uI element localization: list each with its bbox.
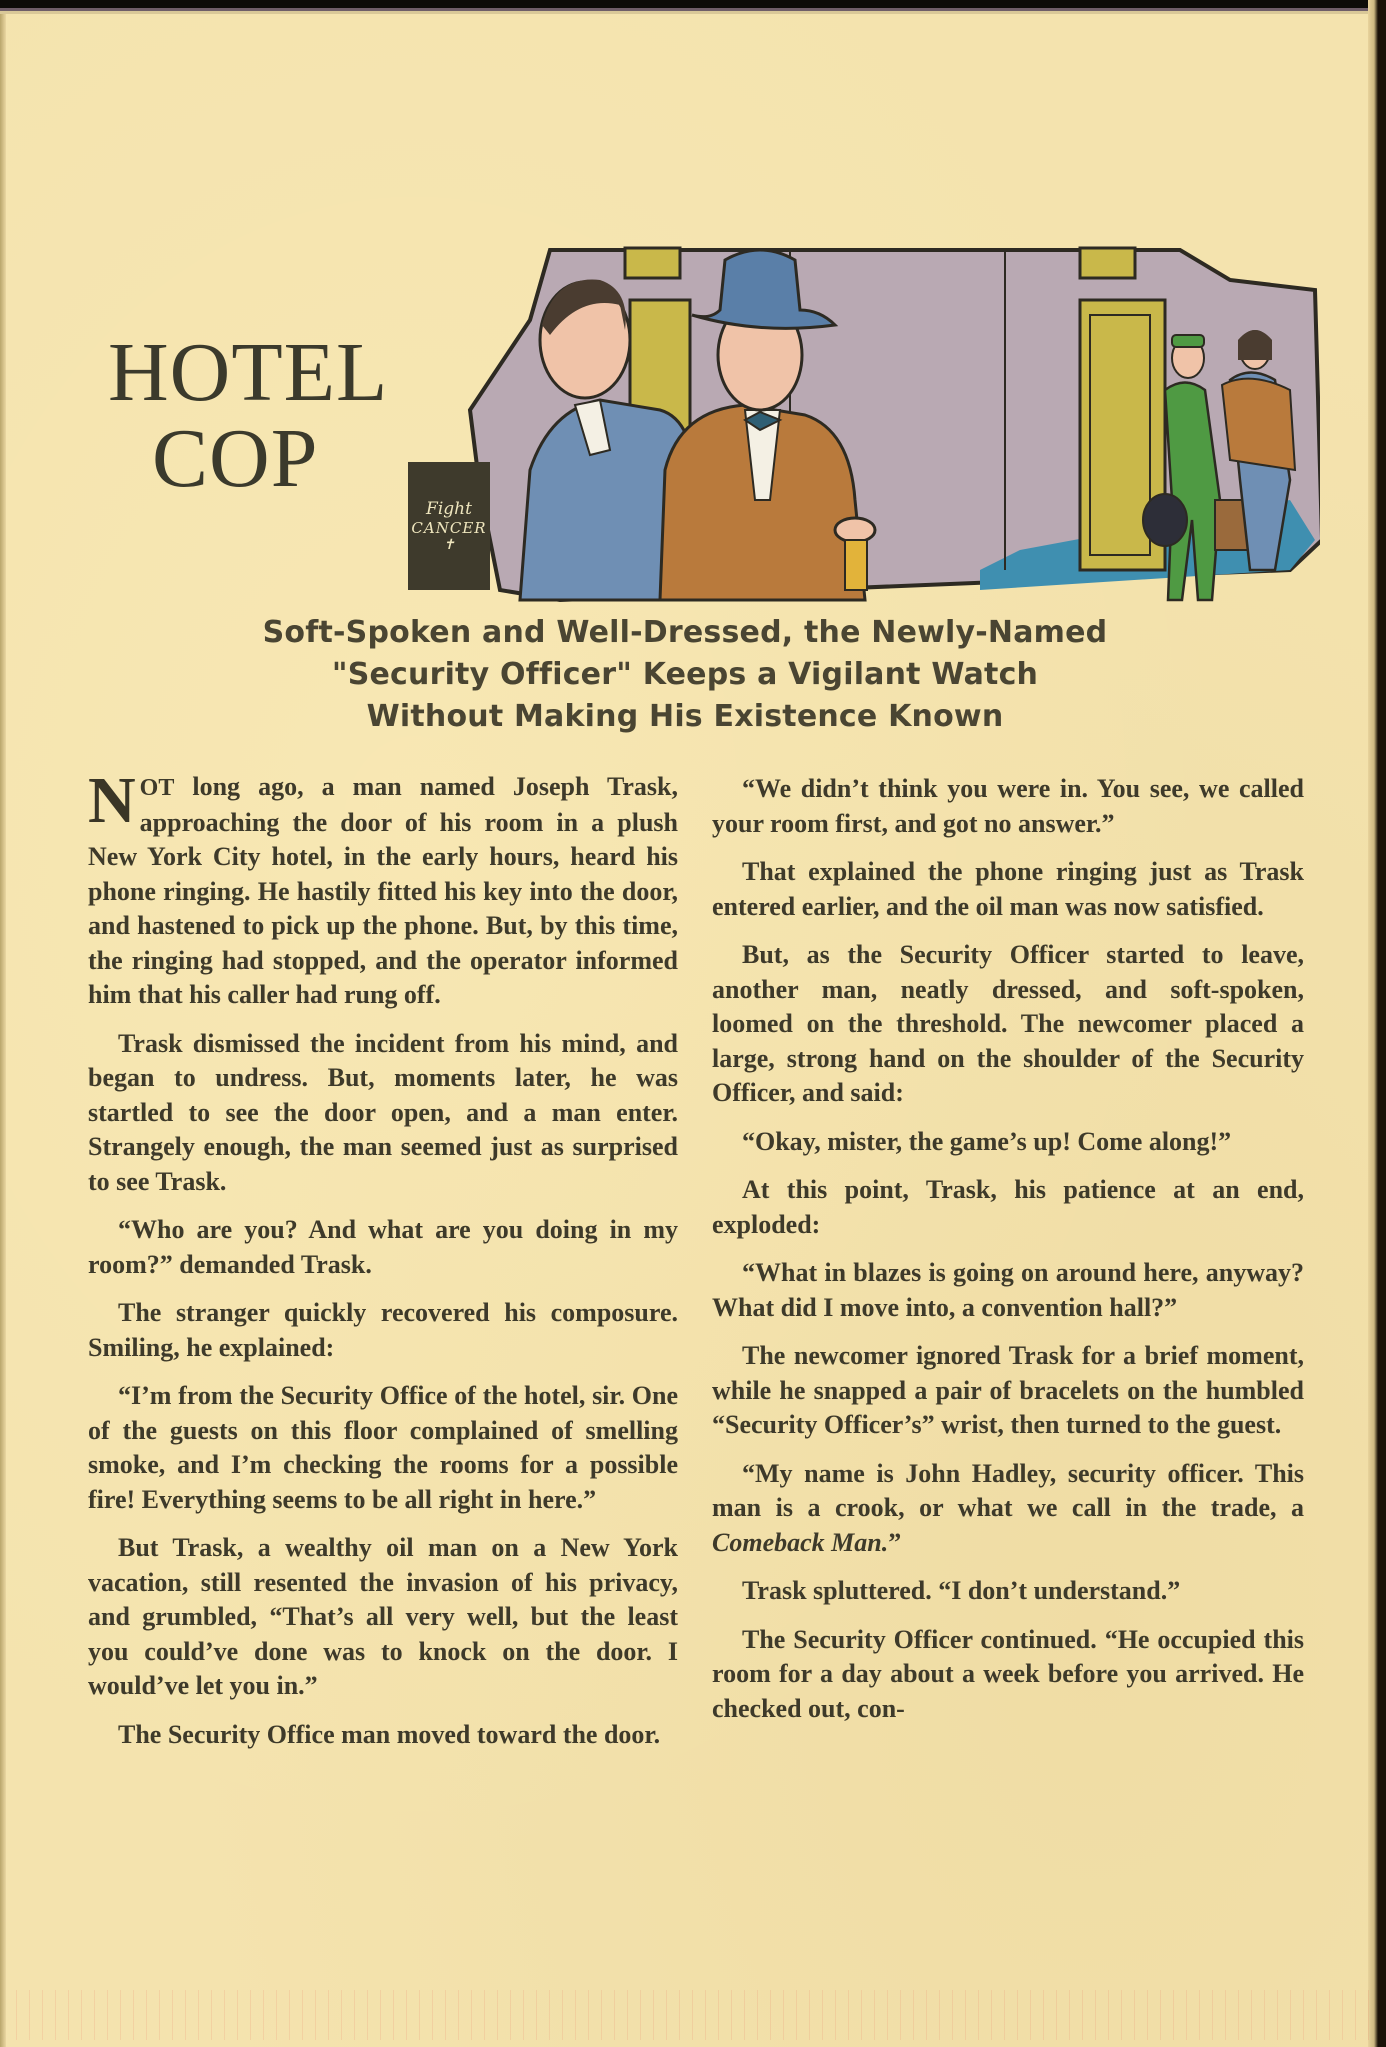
paragraph: “What in blazes is going on around here, anyway? What did I move into, a convention hall?” [712, 1258, 1304, 1322]
page-edge-right [1368, 0, 1386, 2047]
drop-cap: N [88, 764, 136, 837]
page-edge-top [0, 0, 1386, 14]
left-column [88, 764, 678, 1766]
title-line-cop: COP [152, 412, 319, 505]
comeback-man-term: Comeback Man. [712, 1527, 889, 1557]
paragraph: That explained the phone ringing just as Trask entered earlier, and the oil man was now satisfied. [712, 857, 1304, 921]
badge-fight: Fight [426, 499, 472, 519]
article-subtitle [180, 612, 1190, 738]
right-column [712, 772, 1304, 1740]
paragraph: “My name is John Hadley, security officer. This man is a crook, or what we call in the trade, a Comeback Man.” [712, 1458, 1304, 1557]
badge-cancer: CANCER [411, 519, 487, 537]
comic-illustration [460, 240, 1320, 610]
paragraph: Trask dismissed the incident from his mind, and began to undress. But, moments later, he was startled to see the door open, and a man enter. Strangely enough, the man seemed just as surprised to see Trask. [88, 1028, 678, 1196]
subtitle-line-3: Without Making His Existence Known [366, 699, 1004, 734]
paragraph: But, as the Security Officer started to leave, another man, neatly dressed, and soft-spoken, loomed on the threshold. The newcomer placed a large, strong hand on the shoulder of the Security Officer, and said: [712, 940, 1304, 1107]
paragraph: The newcomer ignored Trask for a brief moment, while he snapped a pair of bracelets on the humbled “Security Officer’s” wrist, then turned to the guest. [712, 1341, 1304, 1439]
article-title [100, 326, 460, 505]
subtitle-line-2: "Security Officer" Keeps a Vigilant Watch [331, 657, 1039, 692]
paragraph: But Trask, a wealthy oil man on a New York vacation, still resented the invasion of his privacy, and grumbled, “That’s all very well, but the least you could’ve done was to knock on the door. I would’ve let you in.” [88, 1533, 678, 1700]
title-line-hotel: HOTEL [108, 326, 389, 419]
paragraph: “Okay, mister, the game’s up! Come along!” [742, 1126, 1232, 1156]
hallway-arrest-illustration [460, 240, 1320, 610]
subtitle-line-1: Soft-Spoken and Well-Dressed, the Newly-Named [262, 615, 1108, 650]
paragraph: The stranger quickly recovered his composure. Smiling, he explained: [88, 1298, 678, 1362]
fight-cancer-badge [408, 462, 490, 590]
paragraph: Trask spluttered. “I don’t understand.” [742, 1576, 1181, 1605]
print-bleed-marks [10, 1990, 1370, 2040]
paragraph: “I’m from the Security Office of the hotel, sir. One of the guests on this floor complained of smelling smoke, and I’m checking the rooms for a possible fire! Everything seems to be all right in here.” [88, 1381, 678, 1514]
paragraph: The Security Office man moved toward the door. [118, 1719, 661, 1749]
paragraph: “We didn’t think you were in. You see, we called your room first, and got no answer.” [712, 774, 1304, 838]
cross-icon: ✝ [443, 537, 455, 553]
paragraph: At this point, Trask, his patience at an end, exploded: [712, 1175, 1304, 1239]
paragraph: NOT long ago, a man named Joseph Trask, approaching the door of his room in a plush New York City hotel, in the early hours, heard his phone ringing. He hastily fitted his key into the door, and hastened to pick up the phone. But, by this time, the ringing had stopped, and the operator informed him that his caller had rung off. [88, 764, 678, 1009]
paragraph: The Security Officer continued. “He occupied this room for a day about a week before you arrived. He checked out, con- [712, 1624, 1304, 1723]
paragraph: “Who are you? And what are you doing in my room?” demanded Trask. [88, 1215, 678, 1279]
lead-in: OT [139, 775, 175, 801]
